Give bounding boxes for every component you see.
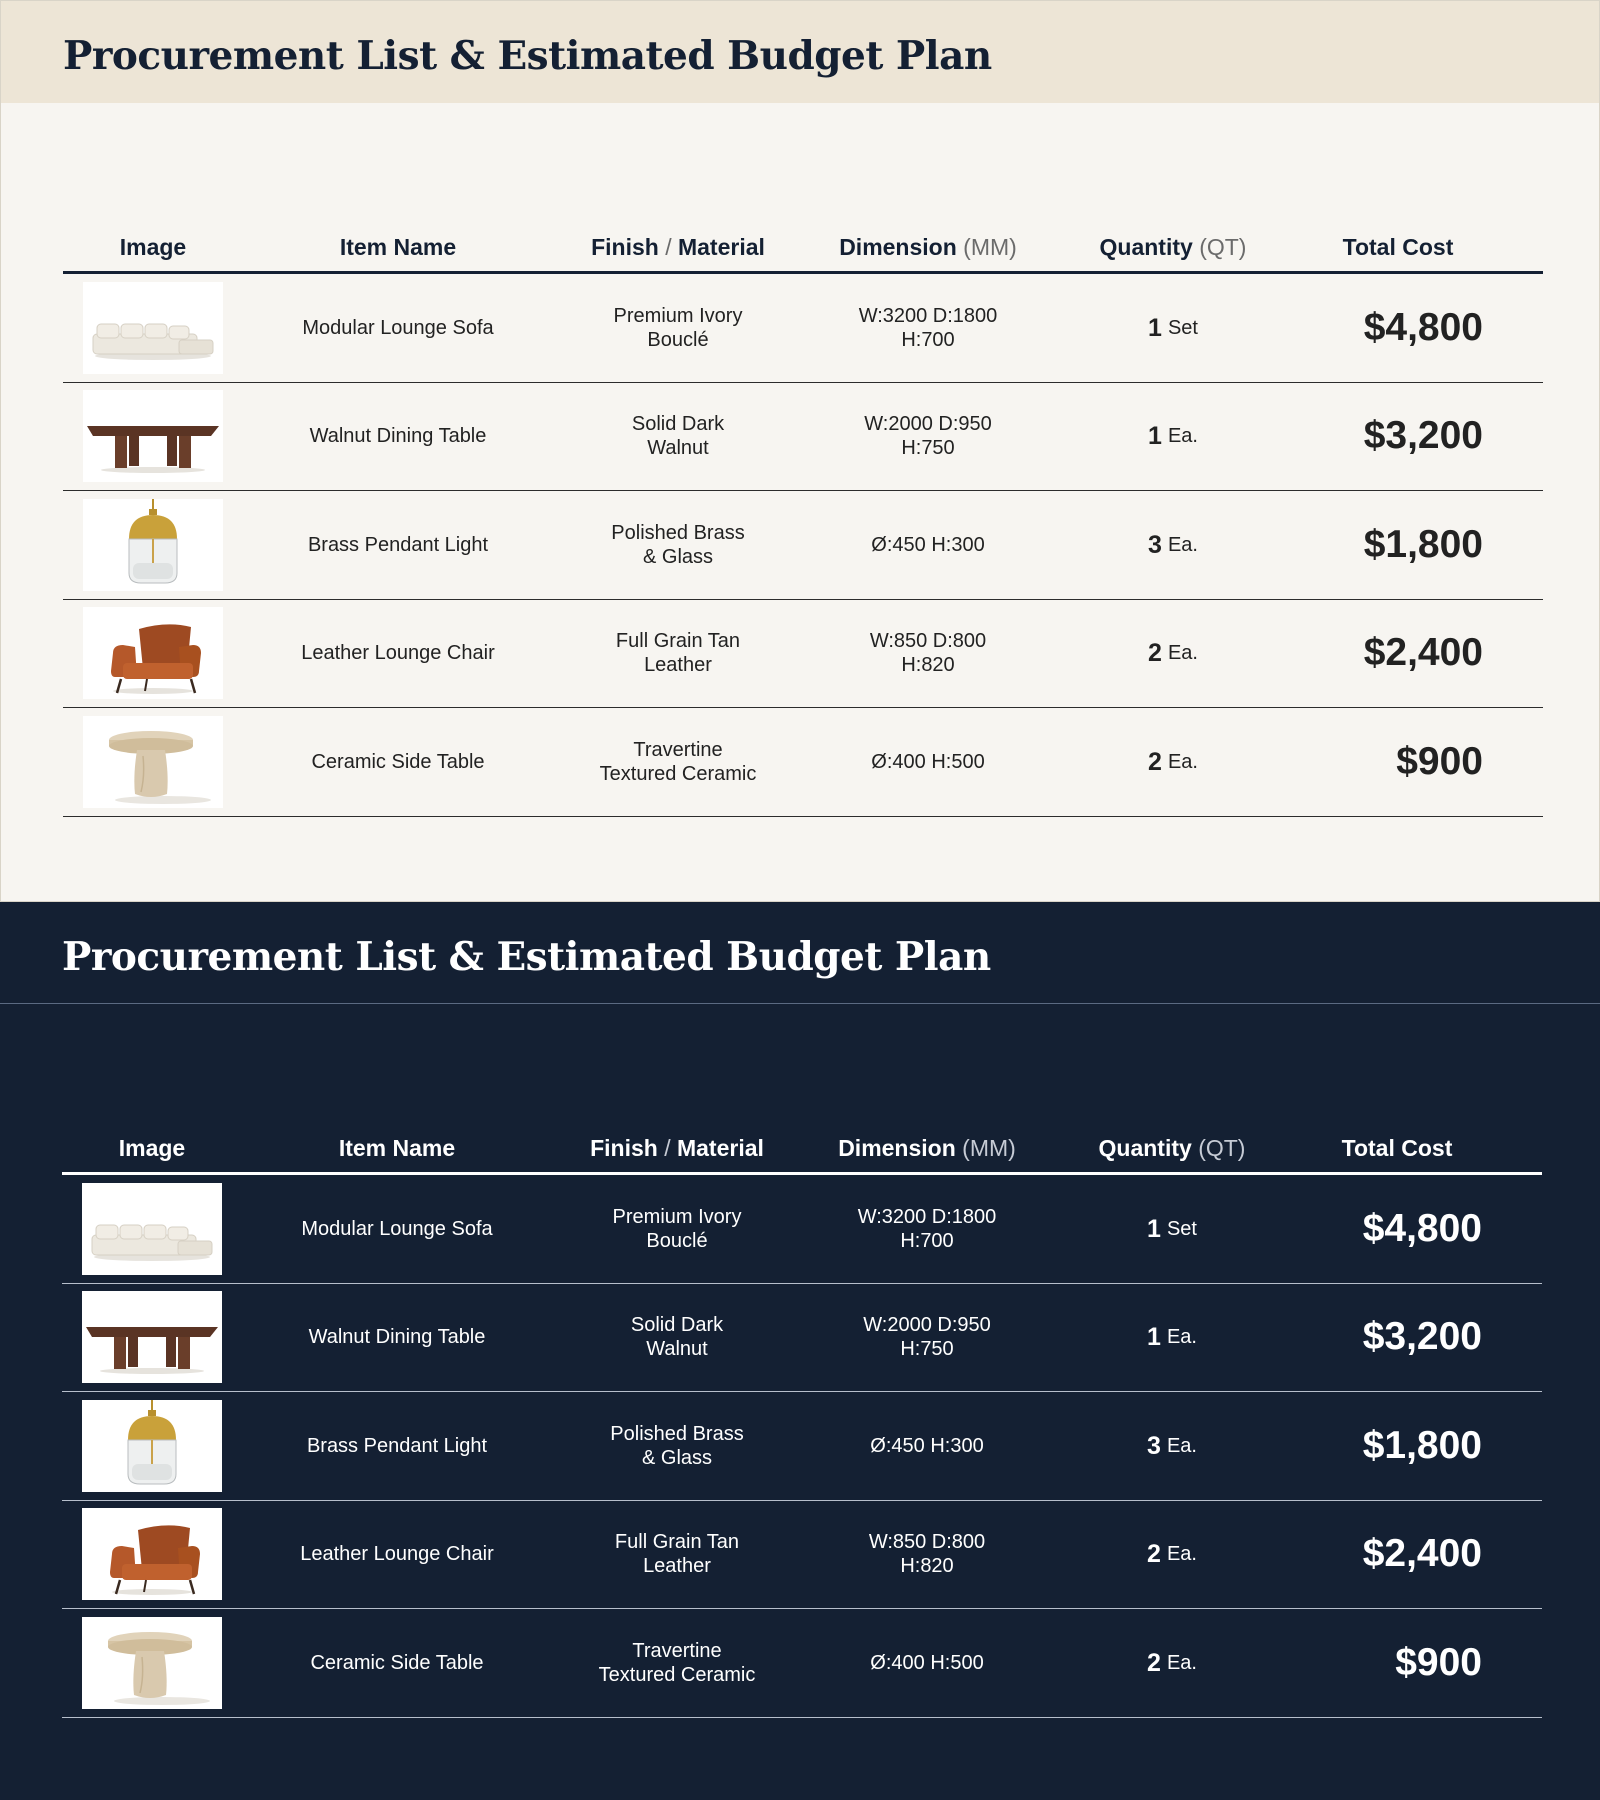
quantity-unit: Ea. <box>1167 642 1198 665</box>
dimension-line: H:820 <box>901 654 955 677</box>
cost-value: $900 <box>1395 1640 1482 1684</box>
dimension-line: H:700 <box>901 328 955 351</box>
table-row <box>63 491 1543 600</box>
quantity-unit: Set <box>1167 316 1198 339</box>
finish-line: Leather <box>643 1555 711 1578</box>
quantity-unit: Ea. <box>1166 1326 1197 1349</box>
total-cost <box>1282 1284 1482 1392</box>
cost-value: $2,400 <box>1362 1532 1482 1576</box>
total-cost <box>1282 1392 1482 1500</box>
quantity <box>1062 1175 1282 1283</box>
procurement-table <box>63 226 1543 817</box>
finish-line: Walnut <box>646 1338 708 1361</box>
finish-material <box>553 491 803 599</box>
dimension <box>802 1609 1052 1717</box>
cost-value: $1,800 <box>1362 1423 1482 1467</box>
finish-material <box>552 1501 802 1609</box>
quantity <box>1062 1501 1282 1609</box>
item-name: Walnut Dining Table <box>308 1326 486 1349</box>
header-image: Image <box>118 1135 186 1161</box>
dimension <box>803 708 1053 816</box>
panel-dark <box>0 902 1600 1800</box>
table-row <box>62 1501 1542 1610</box>
quantity <box>1063 491 1283 599</box>
finish-material <box>552 1609 802 1717</box>
cost-value: $2,400 <box>1363 631 1483 675</box>
header-material-label: Material <box>676 1135 764 1161</box>
dimension-line: W:2000 D:950 <box>863 1314 991 1337</box>
item-name: Walnut Dining Table <box>309 425 487 448</box>
table-row <box>63 383 1543 492</box>
header-quantity <box>1063 234 1283 261</box>
finish-line: Bouclé <box>646 1229 708 1252</box>
header-finish <box>553 234 803 261</box>
header-quantity <box>1062 1135 1282 1162</box>
pendant-light-image <box>82 1400 222 1492</box>
dimension <box>803 383 1053 491</box>
header-quantity-unit: (QT) <box>1199 234 1247 260</box>
image-cell <box>83 600 223 708</box>
finish-line: Leather <box>644 654 712 677</box>
header-dimension <box>803 234 1053 261</box>
dimension <box>802 1175 1052 1283</box>
item-name: Ceramic Side Table <box>310 1651 484 1674</box>
image-cell <box>82 1609 222 1717</box>
table-row <box>62 1609 1542 1718</box>
header-finish-separator: / <box>658 234 678 260</box>
finish-line: Solid Dark <box>631 413 725 436</box>
header-dimension <box>802 1135 1052 1162</box>
quantity-unit: Set <box>1166 1217 1197 1240</box>
header-dimension-unit: (MM) <box>963 234 1017 260</box>
table-header <box>62 1127 1542 1175</box>
header-total-cost: Total Cost <box>1342 234 1454 260</box>
item-name: Brass Pendant Light <box>307 533 489 556</box>
header-quantity-unit: (QT) <box>1198 1135 1246 1161</box>
quantity-unit: Ea. <box>1167 425 1198 448</box>
dimension-line: Ø:450 H:300 <box>871 533 985 556</box>
dimension-line: W:3200 D:1800 <box>858 304 998 327</box>
finish-material <box>552 1175 802 1283</box>
title-bar <box>0 902 1600 1004</box>
finish-line: Solid Dark <box>630 1314 724 1337</box>
dimension-line: H:750 <box>901 437 955 460</box>
cost-value: $4,800 <box>1362 1206 1482 1250</box>
finish-line: Travertine <box>632 1639 722 1662</box>
quantity-unit: Ea. <box>1166 1543 1197 1566</box>
quantity-unit: Ea. <box>1167 533 1198 556</box>
quantity-unit: Ea. <box>1166 1434 1197 1457</box>
table-row <box>63 600 1543 709</box>
cost-value: $3,200 <box>1363 414 1483 458</box>
dimension-line: Ø:400 H:500 <box>870 1651 984 1674</box>
quantity <box>1062 1284 1282 1392</box>
cost-value: $900 <box>1396 739 1483 783</box>
title-bar <box>1 1 1599 103</box>
dimension <box>802 1392 1052 1500</box>
cost-value: $1,800 <box>1363 522 1483 566</box>
header-quantity-label: Quantity <box>1098 1135 1192 1161</box>
quantity <box>1063 383 1283 491</box>
finish-line: Polished Brass <box>611 521 745 544</box>
dimension-line: Ø:450 H:300 <box>870 1434 984 1457</box>
quantity <box>1063 274 1283 382</box>
quantity-number: 1 <box>1148 313 1162 342</box>
quantity-number: 3 <box>1147 1431 1161 1460</box>
finish-material <box>552 1284 802 1392</box>
quantity <box>1062 1392 1282 1500</box>
header-dimension-label: Dimension <box>839 234 957 260</box>
dining-table-image <box>83 390 223 482</box>
item-name: Ceramic Side Table <box>311 750 485 773</box>
total-cost <box>1282 1175 1482 1283</box>
dimension <box>803 274 1053 382</box>
quantity-number: 2 <box>1148 639 1162 668</box>
total-cost <box>1283 491 1483 599</box>
finish-material <box>553 600 803 708</box>
item-name: Modular Lounge Sofa <box>301 1217 493 1240</box>
dining-table-image <box>82 1291 222 1383</box>
quantity-number: 2 <box>1147 1540 1161 1569</box>
finish-line: Walnut <box>647 437 709 460</box>
lounge-chair-image <box>82 1508 222 1600</box>
total-cost <box>1282 1609 1482 1717</box>
finish-line: Premium Ivory <box>613 304 743 327</box>
dimension-line: H:820 <box>900 1555 954 1578</box>
table-header <box>63 226 1543 274</box>
quantity-unit: Ea. <box>1167 750 1198 773</box>
total-cost <box>1282 1501 1482 1609</box>
dimension <box>802 1501 1052 1609</box>
image-cell <box>83 383 223 491</box>
header-dimension-label: Dimension <box>838 1135 956 1161</box>
finish-line: Full Grain Tan <box>615 630 741 653</box>
finish-material <box>553 708 803 816</box>
dimension-line: W:850 D:800 <box>868 1531 986 1554</box>
quantity-number: 2 <box>1148 747 1162 776</box>
item-name: Brass Pendant Light <box>306 1434 488 1457</box>
dimension-line: H:750 <box>900 1338 954 1361</box>
quantity <box>1063 600 1283 708</box>
header-dimension-unit: (MM) <box>962 1135 1016 1161</box>
sofa-image <box>83 282 223 374</box>
header-finish-separator: / <box>657 1135 677 1161</box>
header-material-label: Material <box>677 234 765 260</box>
header-finish <box>552 1135 802 1162</box>
image-cell <box>82 1501 222 1609</box>
finish-line: Textured Ceramic <box>599 762 757 785</box>
dimension-line: Ø:400 H:500 <box>871 750 985 773</box>
image-cell <box>83 491 223 599</box>
table-row <box>63 708 1543 817</box>
dimension-line: W:850 D:800 <box>869 630 987 653</box>
finish-material <box>552 1392 802 1500</box>
finish-line: Premium Ivory <box>612 1205 742 1228</box>
page-title: Procurement List & Estimated Budget Plan <box>62 934 991 980</box>
pendant-light-image <box>83 499 223 591</box>
quantity <box>1063 708 1283 816</box>
quantity-number: 1 <box>1147 1214 1161 1243</box>
finish-line: Full Grain Tan <box>614 1531 740 1554</box>
finish-material <box>553 274 803 382</box>
header-total-cost: Total Cost <box>1341 1135 1453 1161</box>
side-table-image <box>83 716 223 808</box>
image-cell <box>82 1392 222 1500</box>
header-finish-label: Finish <box>591 234 659 260</box>
header-item-name: Item Name <box>338 1135 456 1161</box>
cost-value: $4,800 <box>1363 305 1483 349</box>
finish-line: Bouclé <box>647 328 709 351</box>
dimension-line: W:3200 D:1800 <box>857 1205 997 1228</box>
dimension <box>803 491 1053 599</box>
total-cost <box>1283 383 1483 491</box>
dimension <box>802 1284 1052 1392</box>
finish-line: Textured Ceramic <box>598 1663 756 1686</box>
finish-line: & Glass <box>641 1446 713 1469</box>
item-name: Leather Lounge Chair <box>300 1543 494 1566</box>
finish-line: & Glass <box>642 545 714 568</box>
quantity-unit: Ea. <box>1166 1651 1197 1674</box>
procurement-table <box>62 1127 1542 1718</box>
finish-material <box>553 383 803 491</box>
quantity-number: 2 <box>1147 1648 1161 1677</box>
image-cell <box>82 1284 222 1392</box>
total-cost <box>1283 708 1483 816</box>
image-cell <box>83 274 223 382</box>
finish-line: Polished Brass <box>610 1422 744 1445</box>
item-name: Leather Lounge Chair <box>301 642 495 665</box>
dimension-line: H:700 <box>900 1229 954 1252</box>
quantity-number: 1 <box>1147 1323 1161 1352</box>
table-row <box>63 274 1543 383</box>
table-row <box>62 1175 1542 1284</box>
dimension-line: W:2000 D:950 <box>864 413 992 436</box>
header-quantity-label: Quantity <box>1099 234 1193 260</box>
total-cost <box>1283 600 1483 708</box>
quantity-number: 1 <box>1148 422 1162 451</box>
header-image: Image <box>119 234 187 260</box>
dimension <box>803 600 1053 708</box>
lounge-chair-image <box>83 607 223 699</box>
finish-line: Travertine <box>633 738 723 761</box>
item-name: Modular Lounge Sofa <box>302 316 494 339</box>
cost-value: $3,200 <box>1362 1315 1482 1359</box>
header-item-name: Item Name <box>339 234 457 260</box>
image-cell <box>82 1175 222 1283</box>
total-cost <box>1283 274 1483 382</box>
quantity <box>1062 1609 1282 1717</box>
header-finish-label: Finish <box>590 1135 658 1161</box>
page-title: Procurement List & Estimated Budget Plan <box>63 33 992 79</box>
sofa-image <box>82 1183 222 1275</box>
table-row <box>62 1284 1542 1393</box>
image-cell <box>83 708 223 816</box>
quantity-number: 3 <box>1148 530 1162 559</box>
side-table-image <box>82 1617 222 1709</box>
table-row <box>62 1392 1542 1501</box>
